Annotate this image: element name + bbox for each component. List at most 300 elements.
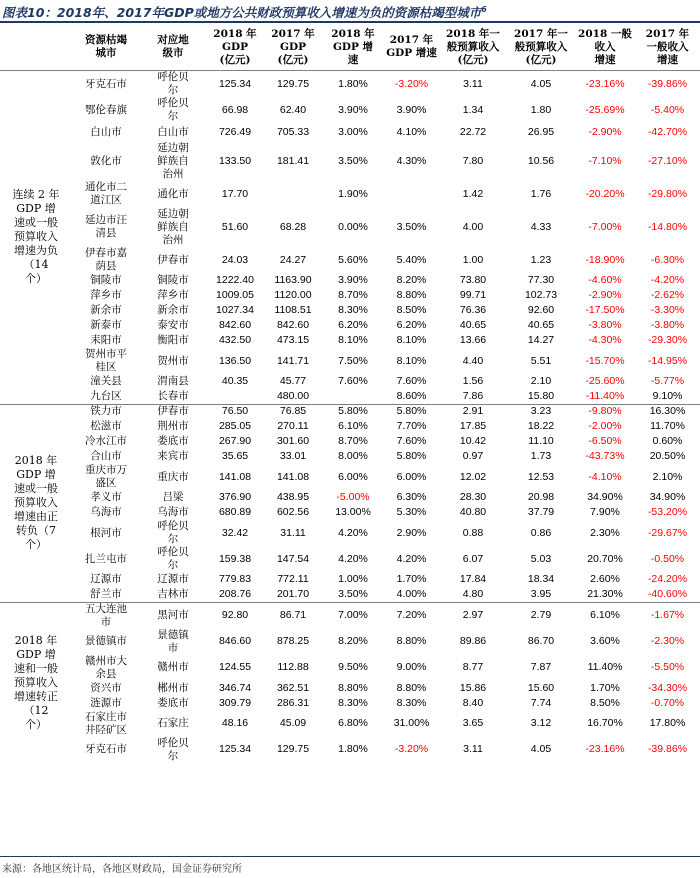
column-header-line: GDP: [280, 40, 306, 53]
city-name-line: 景德镇市: [85, 635, 127, 647]
column-header-line: 资源枯竭: [85, 34, 127, 46]
value-cell: 8.30%: [338, 304, 368, 316]
prefecture-name-line: 呼伦贝: [157, 520, 189, 532]
column-header-line: GDP 增: [332, 40, 374, 53]
value-cell: 376.90: [218, 491, 252, 503]
city-cell: [72, 629, 140, 655]
value-cell: 7.60%: [396, 375, 427, 387]
value-cell: 3.00%: [338, 125, 368, 138]
value-cell: 2.10%: [652, 470, 683, 483]
value-cell: 66.98: [221, 103, 249, 116]
prefecture-cell: [140, 681, 206, 696]
city-cell: [72, 71, 140, 98]
value-cell: 1.90%: [338, 187, 368, 200]
value-cell: -5.77%: [650, 375, 685, 387]
value-cell: 4.33: [530, 220, 552, 233]
column-header-line: (亿元): [277, 53, 309, 66]
value-cell: 15.80: [527, 389, 555, 402]
city-name-line: 石家庄市: [85, 710, 127, 723]
column-header-line: 城市: [95, 47, 117, 59]
city-cell: [72, 681, 140, 696]
prefecture-name-line: 呼伦贝: [157, 546, 189, 558]
city-cell: [72, 572, 140, 587]
city-cell: [72, 389, 140, 404]
value-cell: 1.34: [462, 103, 484, 116]
value-cell: 1.42: [462, 187, 484, 200]
column-header-line: 2018 年一: [446, 27, 500, 40]
city-name-line: 余县: [95, 667, 117, 680]
table-row: [0, 655, 700, 681]
value-cell: 40.35: [221, 375, 249, 387]
value-cell: 26.95: [527, 125, 555, 138]
value-cell: 2.97: [439, 602, 507, 629]
value-cell: 8.20%: [396, 274, 427, 286]
value-cell: -4.60%: [588, 274, 622, 286]
value-cell: -6.30%: [650, 253, 685, 266]
value-cell: 20.70%: [587, 552, 623, 565]
group-label-line: 2018 年: [14, 633, 58, 647]
prefecture-name-line: 黑河市: [157, 609, 189, 621]
value-cell: 301.60: [276, 435, 310, 447]
table-row: [0, 681, 700, 696]
value-cell: 8.80%: [338, 681, 368, 694]
prefecture-cell: [140, 490, 206, 505]
value-cell: 34.90%: [587, 491, 623, 503]
value-cell: 129.75: [276, 743, 310, 755]
value-cell: -27.10%: [647, 154, 688, 167]
prefecture-cell: [140, 318, 206, 333]
column-header: [635, 24, 700, 71]
value-cell: 17.85: [459, 420, 487, 432]
city-name-line: 潼关县: [90, 375, 122, 387]
prefecture-name-line: 治州: [162, 167, 184, 180]
column-header: [72, 24, 140, 71]
group-label-line: 个）: [25, 717, 47, 731]
table-row: [0, 711, 700, 737]
value-cell: -2.62%: [650, 289, 685, 301]
value-cell: 5.51: [530, 354, 552, 367]
prefecture-cell: [140, 505, 206, 520]
prefecture-cell: [140, 711, 206, 737]
value-cell: 2.10: [530, 375, 552, 387]
city-cell: [72, 273, 140, 288]
value-cell: 62.40: [279, 103, 307, 116]
value-cell: 5.80%: [384, 404, 439, 419]
prefecture-name-line: 伊春市: [157, 405, 189, 418]
value-cell: 133.50: [218, 154, 252, 167]
value-cell: 1.80%: [338, 743, 368, 755]
value-cell: 1.80%: [338, 77, 368, 90]
group-label-line: 预算收入: [14, 675, 58, 689]
column-header: [322, 24, 384, 71]
prefecture-cell: [140, 737, 206, 763]
value-cell: 1120.00: [274, 289, 312, 301]
value-cell: 480.00: [276, 389, 310, 402]
prefecture-name-line: 尔: [167, 84, 179, 96]
value-cell: 20.98: [527, 491, 555, 503]
value-cell: -2.00%: [588, 420, 622, 432]
top-rule: [0, 21, 700, 23]
prefecture-cell: [140, 655, 206, 681]
value-cell: 7.00%: [322, 602, 384, 629]
value-cell: 8.40: [462, 696, 484, 709]
city-name-line: 贺州市平: [85, 348, 127, 360]
value-cell: -1.67%: [635, 602, 700, 629]
city-cell: [72, 449, 140, 464]
prefecture-name-line: 辽源市: [157, 573, 189, 585]
value-cell: 45.09: [279, 717, 307, 729]
prefecture-name-line: 吉林市: [157, 587, 189, 600]
prefecture-cell: [140, 546, 206, 572]
value-cell: 270.11: [277, 420, 309, 432]
column-header-line: 增速: [657, 53, 678, 66]
value-cell: 6.30%: [396, 491, 427, 503]
value-cell: 15.60: [527, 681, 555, 694]
table-row: [0, 602, 700, 629]
value-cell: 13.00%: [335, 506, 371, 518]
prefecture-cell: [140, 207, 206, 247]
value-cell: 267.90: [218, 435, 252, 447]
value-cell: 2.90%: [396, 526, 427, 539]
value-cell: -5.00%: [336, 491, 370, 503]
column-header-line: GDP 增速: [386, 47, 437, 59]
value-cell: 16.30%: [635, 404, 700, 419]
value-cell: 8.70%: [338, 289, 368, 301]
value-cell: 76.85: [264, 404, 322, 419]
column-header: [575, 24, 635, 71]
prefecture-name-line: 乌海市: [157, 506, 189, 518]
column-header-line: 2018 年: [213, 27, 257, 40]
value-cell: 4.80: [462, 587, 484, 600]
value-cell: 1.70%: [396, 573, 427, 585]
city-cell: [72, 404, 140, 419]
prefecture-cell: [140, 348, 206, 374]
value-cell: 159.38: [218, 552, 252, 565]
city-name-line: 合山市: [90, 450, 122, 462]
value-cell: 8.10%: [338, 334, 368, 346]
prefecture-name-line: 治州: [162, 233, 184, 246]
value-cell: 11.70%: [650, 420, 685, 432]
prefecture-name-line: 鲜族自: [157, 220, 189, 233]
city-cell: [72, 288, 140, 303]
city-cell: [72, 123, 140, 141]
value-cell: -6.50%: [588, 435, 622, 447]
value-cell: 0.86: [530, 526, 552, 539]
column-header: [140, 24, 206, 71]
group-label-line: 速或一般: [14, 482, 58, 495]
value-cell: -5.40%: [650, 103, 685, 116]
value-cell: 32.42: [221, 526, 249, 539]
value-cell: 18.22: [527, 420, 555, 432]
column-header-line: 对应地: [157, 34, 189, 46]
value-cell: -3.30%: [650, 304, 685, 316]
table-row: [0, 572, 700, 587]
value-cell: 48.16: [221, 717, 249, 729]
group-label-line: 速或一般: [14, 216, 58, 230]
value-cell: 1163.90: [274, 274, 312, 286]
prefecture-name-line: 来宾市: [157, 450, 189, 462]
table-row: [0, 404, 700, 419]
value-cell: 8.77: [462, 661, 484, 673]
value-cell: 6.00%: [396, 470, 427, 483]
prefecture-name-line: 尔: [167, 749, 179, 762]
value-cell: -9.80%: [575, 404, 635, 419]
city-name-line: 井陉矿区: [85, 723, 127, 736]
value-cell: 51.60: [221, 220, 249, 233]
table-row: [0, 505, 700, 520]
value-cell: 7.90%: [590, 506, 620, 518]
group-label-line: 个）: [25, 272, 47, 286]
value-cell: 11.40%: [587, 661, 623, 673]
value-cell: 5.03: [530, 552, 552, 565]
prefecture-name-line: 长春市: [157, 389, 189, 402]
value-cell: 1108.51: [274, 304, 312, 316]
value-cell: 86.70: [527, 635, 555, 647]
value-cell: -40.60%: [647, 587, 688, 600]
table-row: [0, 288, 700, 303]
prefecture-name-line: 延边朝: [157, 141, 189, 154]
value-cell: 0.88: [462, 526, 484, 539]
city-cell: [72, 141, 140, 181]
value-cell: -17.50%: [585, 304, 625, 316]
value-cell: 40.65: [459, 319, 487, 331]
source-note: 来源：各地区统计局，各地区财政局，国金证券研究所: [2, 864, 242, 875]
city-name-line: 市: [100, 615, 112, 628]
value-cell: 1.00%: [338, 573, 368, 585]
prefecture-cell: [140, 572, 206, 587]
value-cell: 7.74: [530, 696, 552, 709]
value-cell: -11.40%: [585, 389, 625, 402]
prefecture-name-line: 娄底市: [157, 435, 189, 447]
table-row: [0, 97, 700, 123]
prefecture-cell: [140, 389, 206, 404]
prefecture-cell: [140, 419, 206, 434]
value-cell: 208.76: [218, 587, 252, 600]
value-cell: -25.60%: [585, 375, 625, 387]
city-cell: [72, 711, 140, 737]
value-cell: 6.20%: [396, 319, 427, 331]
prefecture-name-line: 延边朝: [157, 207, 189, 220]
value-cell: -15.70%: [585, 354, 625, 367]
value-cell: 86.71: [264, 602, 322, 629]
prefecture-cell: [140, 288, 206, 303]
city-name-line: 敦化市: [90, 154, 122, 167]
value-cell: 2.60%: [590, 573, 620, 585]
value-cell: 8.60%: [396, 389, 427, 402]
column-header-line: 般预算收入: [514, 40, 568, 53]
prefecture-name-line: 泰安市: [157, 319, 189, 331]
value-cell: 76.36: [459, 304, 487, 316]
prefecture-cell: [140, 333, 206, 348]
table-row: [0, 207, 700, 247]
value-cell: 22.72: [459, 125, 487, 138]
value-cell: 13.66: [459, 334, 487, 346]
table-row: [0, 348, 700, 374]
value-cell: 0.00%: [338, 220, 368, 233]
prefecture-cell: [140, 404, 206, 419]
column-header: [206, 24, 264, 71]
prefecture-name-line: 铜陵市: [157, 274, 189, 286]
table-row: [0, 449, 700, 464]
prefecture-cell: [140, 449, 206, 464]
prefecture-cell: [140, 696, 206, 711]
value-cell: 125.34: [218, 77, 252, 90]
value-cell: -0.50%: [650, 552, 685, 565]
value-cell: 112.88: [277, 661, 309, 673]
prefecture-name-line: 新余市: [157, 304, 189, 316]
table-row: [0, 318, 700, 333]
city-name-line: 清县: [95, 227, 117, 239]
value-cell: 7.86: [462, 389, 484, 402]
city-name-line: 通化市二: [85, 181, 127, 193]
city-name-line: 赣州市大: [85, 654, 127, 667]
value-cell: 362.51: [276, 681, 310, 694]
value-cell: -53.20%: [647, 506, 688, 518]
value-cell: 772.11: [277, 573, 309, 585]
value-cell: -43.73%: [585, 450, 625, 462]
city-name-line: 鄂伦春旗: [85, 103, 127, 116]
value-cell: 21.30%: [587, 587, 623, 600]
value-cell: 4.20%: [338, 552, 368, 565]
value-cell: 1.73: [530, 450, 552, 462]
value-cell: 309.79: [218, 696, 252, 709]
city-name-line: 涟源市: [90, 696, 122, 709]
value-cell: 4.40: [462, 354, 484, 367]
value-cell: 201.70: [276, 587, 310, 600]
group-label-line: GDP 增: [16, 202, 56, 216]
value-cell: 1222.40: [216, 274, 254, 286]
value-cell: 842.60: [218, 319, 252, 331]
column-header-line: 2017 年: [645, 27, 690, 40]
value-cell: 7.60%: [396, 435, 427, 447]
value-cell: 4.00%: [396, 587, 427, 600]
value-cell: [384, 181, 439, 207]
prefecture-name-line: 渭南县: [157, 375, 189, 387]
value-cell: [322, 389, 384, 404]
value-cell: 15.86: [459, 681, 487, 694]
value-cell: 5.40%: [396, 253, 427, 266]
table-row: [0, 273, 700, 288]
value-cell: 35.65: [221, 450, 249, 462]
prefecture-cell: [140, 247, 206, 273]
prefecture-cell: [140, 71, 206, 98]
group-label-line: 个）: [25, 538, 47, 551]
value-cell: -4.20%: [650, 274, 685, 286]
value-cell: 92.80: [206, 602, 264, 629]
value-cell: 7.87: [530, 661, 552, 673]
value-cell: -24.20%: [647, 573, 688, 585]
value-cell: 1.00: [462, 253, 484, 266]
value-cell: 779.83: [218, 573, 252, 585]
prefecture-cell: [140, 520, 206, 546]
city-name-line: 辽源市: [90, 573, 122, 585]
city-cell: [72, 333, 140, 348]
city-cell: [72, 247, 140, 273]
header-blank: [0, 24, 72, 71]
group-label: [0, 404, 72, 602]
value-cell: 4.30%: [396, 154, 427, 167]
city-name-line: 冷水江市: [85, 435, 127, 447]
city-name-line: 伊春市嘉: [85, 247, 127, 259]
value-cell: 842.60: [276, 319, 310, 331]
group-label-line: 转负（7: [16, 524, 56, 537]
value-cell: 8.70%: [338, 435, 368, 447]
value-cell: 8.80%: [396, 635, 427, 647]
value-cell: -3.80%: [650, 319, 685, 331]
value-cell: -5.50%: [650, 661, 685, 673]
value-cell: 4.00: [462, 220, 484, 233]
city-name-line: 铜陵市: [90, 274, 122, 286]
table-row: [0, 333, 700, 348]
group-label-line: 增速为负: [14, 244, 58, 258]
table-row: [0, 490, 700, 505]
value-cell: 8.80%: [396, 289, 427, 301]
value-cell: 1009.05: [216, 289, 254, 301]
city-cell: [72, 97, 140, 123]
table-row: [0, 247, 700, 273]
value-cell: 1.23: [530, 253, 552, 266]
value-cell: 5.80%: [322, 404, 384, 419]
value-cell: 20.50%: [649, 450, 686, 462]
value-cell: -7.10%: [588, 154, 622, 167]
table-row: [0, 464, 700, 490]
value-cell: 3.11: [463, 77, 483, 90]
value-cell: -2.30%: [650, 635, 685, 647]
value-cell: 1.56: [462, 375, 484, 387]
value-cell: 8.50%: [590, 696, 620, 709]
group-label-line: GDP 增: [16, 647, 56, 661]
value-cell: 8.80%: [396, 681, 427, 694]
prefecture-name-line: 鲜族自: [157, 154, 189, 167]
value-cell: 473.15: [276, 334, 310, 346]
value-cell: -29.67%: [647, 526, 688, 539]
table-row: [0, 71, 700, 98]
value-cell: -4.30%: [588, 334, 622, 346]
group-label-line: 预算收入: [14, 496, 58, 509]
value-cell: 37.79: [527, 506, 555, 518]
header-row: [0, 24, 700, 71]
city-name-line: 萍乡市: [90, 289, 122, 301]
value-cell: -0.70%: [650, 696, 685, 709]
value-cell: 99.71: [459, 289, 487, 301]
prefecture-cell: [140, 303, 206, 318]
value-cell: -39.86%: [647, 743, 688, 755]
value-cell: -23.16%: [585, 77, 625, 90]
city-name-line: 孝义市: [90, 491, 122, 503]
city-cell: [72, 546, 140, 572]
city-name-line: 荫县: [95, 260, 117, 272]
value-cell: 8.00%: [338, 450, 368, 462]
prefecture-cell: [140, 587, 206, 602]
column-header-line: 2017 年一: [514, 27, 568, 40]
value-cell: -14.80%: [647, 220, 688, 233]
prefecture-cell: [140, 374, 206, 389]
group-label-line: GDP 增: [16, 468, 56, 481]
column-header-line: (亿元): [525, 53, 557, 66]
value-cell: -20.20%: [585, 187, 625, 200]
city-name-line: 道江区: [90, 194, 122, 206]
column-header: [507, 24, 575, 71]
group-label-line: 预算收入: [14, 230, 58, 244]
prefecture-cell: [140, 629, 206, 655]
group-label: [0, 602, 72, 763]
table-row: [0, 141, 700, 181]
value-cell: 3.12: [530, 717, 552, 729]
table-title: 图表10：2018年、2017年GDP或地方公共财政预算收入增速为负的资源枯竭型城市$^6$: [2, 4, 487, 20]
value-cell: -23.16%: [585, 743, 625, 755]
value-cell: 5.60%: [338, 253, 368, 266]
value-cell: -3.20%: [394, 77, 429, 90]
